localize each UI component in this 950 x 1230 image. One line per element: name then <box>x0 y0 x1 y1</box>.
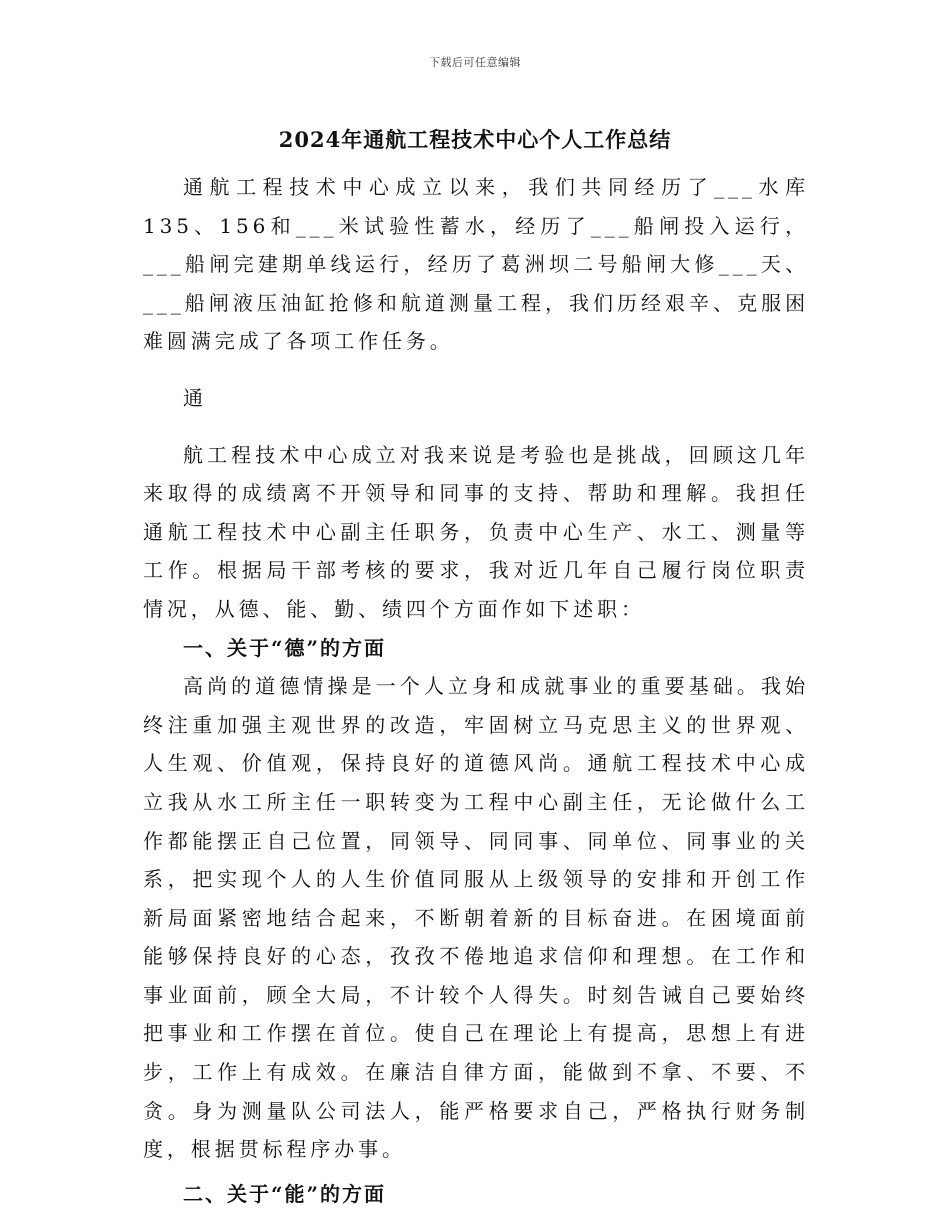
document-title: 2024年通航工程技术中心个人工作总结 <box>278 127 672 152</box>
paragraph-overview: 航工程技术中心成立对我来说是考验也是挑战，回顾这几年来取得的成绩离不开领导和同事的支持、帮助和理解。我担任通航工程技术中心副主任职务，负责中心生产、水工、测量等工作。根据局干部考核的要求，我对近几年自己履行岗位职责情况，从德、能、勤、绩四个方面作如下述职： <box>143 442 809 621</box>
section-heading-morality: 一、关于“德”的方面 <box>183 635 387 660</box>
header-note: 下载后可任意编辑 <box>429 56 521 69</box>
paragraph-fragment: 通 <box>183 385 207 410</box>
section-heading-ability: 二、关于“能”的方面 <box>183 1181 387 1206</box>
paragraph-morality: 高尚的道德情操是一个人立身和成就事业的重要基础。我始终注重加强主观世界的改造，牢固树立马克思主义的世界观、人生观、价值观，保持良好的道德风尚。通航工程技术中心成立我从水工所主任一职转变为工程中心副主任，无论做什么工作都能摆正自己位置，同领导、同同事、同单位、同事业的关系，把实现个人的人生价值同服从上级领导的安排和开创工作新局面紧密地结合起来，不断朝着新的目标奋进。在困境面前能够保持良好的心态，孜孜不倦地追求信仰和理想。在工作和事业面前，顾全大局，不计较个人得失。时刻告诫自己要始终把事业和工作摆在首位。使自己在理论上有提高，思想上有进步，工作上有成效。在廉洁自律方面，能做到不拿、不要、不贪。身为测量队公司法人，能严格要求自己，严格执行财务制度，根据贯标程序办事。 <box>143 674 809 1162</box>
document-body <box>143 168 809 1213</box>
paragraph-intro: 通航工程技术中心成立以来，我们共同经历了___水库135、156和___米试验性蓄水，经历了___船闸投入运行，___船闸完建期单线运行，经历了葛洲坝二号船闸大修___天、___船闸液压油缸抢修和航道测量工程，我们历经艰辛、克服困难圆满完成了各项工作任务。 <box>143 175 809 354</box>
